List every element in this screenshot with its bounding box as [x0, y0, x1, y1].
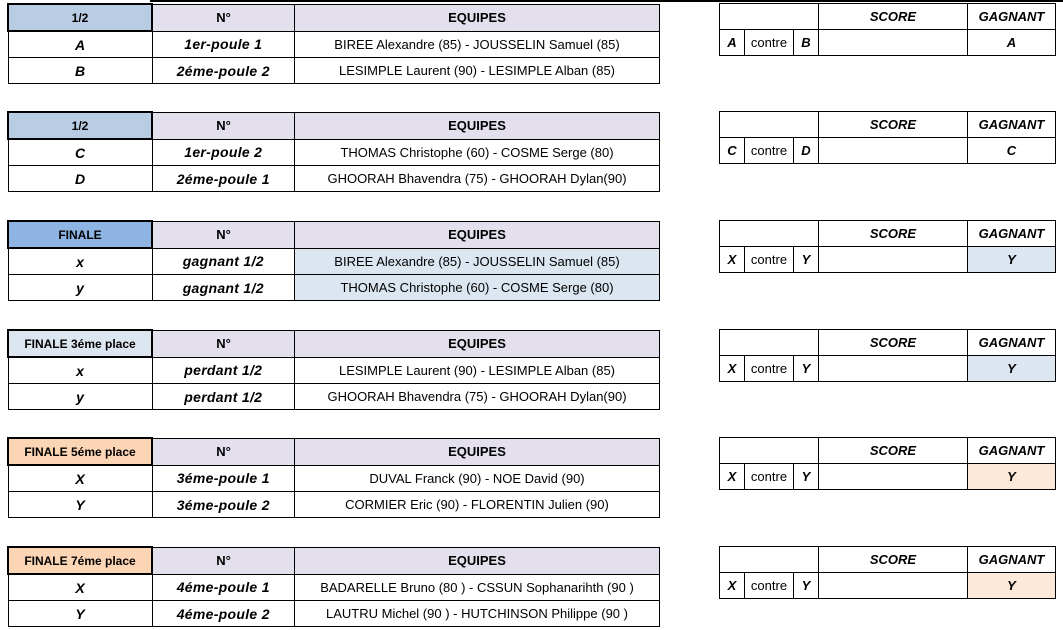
team-letter: B — [8, 58, 152, 84]
team-name[interactable]: THOMAS Christophe (60) - COSME Serge (80) — [295, 275, 660, 301]
match-block-5 — [0, 437, 1063, 518]
score-header-row — [720, 438, 1056, 464]
versus-label: contre — [745, 138, 794, 164]
header-blank — [745, 4, 794, 30]
teams-header: EQUIPES — [295, 330, 660, 357]
header-blank — [720, 221, 745, 247]
round-title: 1/2 — [8, 4, 152, 31]
team-seed: gagnant 1/2 — [152, 248, 295, 275]
teams-header-row — [8, 438, 660, 465]
team-letter: Y — [8, 492, 152, 518]
teams-header-row — [8, 547, 660, 574]
team-row — [8, 465, 660, 492]
team-seed: perdant 1/2 — [152, 357, 295, 384]
num-header: N° — [152, 438, 295, 465]
team-row — [8, 31, 660, 58]
team-name[interactable]: BADARELLE Bruno (80 ) - CSSUN Sophanarihth (90 ) — [295, 574, 660, 601]
team-row — [8, 574, 660, 601]
teams-table — [7, 546, 660, 627]
score-cell[interactable] — [819, 30, 968, 56]
score-table — [719, 546, 1056, 599]
match-left-letter: X — [720, 247, 745, 273]
teams-header-row — [8, 330, 660, 357]
team-seed: 1er-poule 2 — [152, 139, 295, 166]
score-header-row — [720, 221, 1056, 247]
match-row — [720, 30, 1056, 56]
teams-table — [7, 3, 660, 84]
team-name[interactable]: LAUTRU Michel (90 ) - HUTCHINSON Philippe (90 ) — [295, 601, 660, 627]
round-title: FINALE 5éme place — [8, 438, 152, 465]
match-row — [720, 138, 1056, 164]
team-name[interactable]: BIREE Alexandre (85) - JOUSSELIN Samuel (85) — [295, 31, 660, 58]
score-cell[interactable] — [819, 138, 968, 164]
teams-table — [7, 329, 660, 410]
team-letter: C — [8, 139, 152, 166]
score-cell[interactable] — [819, 356, 968, 382]
match-left-letter: X — [720, 573, 745, 599]
team-letter: A — [8, 31, 152, 58]
header-blank — [794, 112, 819, 138]
winner-header: GAGNANT — [968, 330, 1056, 356]
score-table — [719, 3, 1056, 56]
team-name[interactable]: LESIMPLE Laurent (90) - LESIMPLE Alban (85) — [295, 58, 660, 84]
header-blank — [745, 330, 794, 356]
team-letter: x — [8, 248, 152, 275]
header-blank — [794, 4, 819, 30]
score-header: SCORE — [819, 438, 968, 464]
score-header-row — [720, 547, 1056, 573]
score-cell[interactable] — [819, 464, 968, 490]
team-seed: 1er-poule 1 — [152, 31, 295, 58]
team-letter: Y — [8, 601, 152, 627]
match-row — [720, 247, 1056, 273]
score-cell[interactable] — [819, 247, 968, 273]
num-header: N° — [152, 221, 295, 248]
team-row — [8, 166, 660, 192]
match-block-3 — [0, 220, 1063, 301]
score-cell[interactable] — [819, 573, 968, 599]
team-row — [8, 357, 660, 384]
header-blank — [745, 547, 794, 573]
score-header: SCORE — [819, 330, 968, 356]
match-right-letter: D — [794, 138, 819, 164]
teams-header: EQUIPES — [295, 438, 660, 465]
winner-cell[interactable]: C — [968, 138, 1056, 164]
score-header-row — [720, 112, 1056, 138]
match-left-letter: C — [720, 138, 745, 164]
team-row — [8, 492, 660, 518]
header-blank — [794, 547, 819, 573]
team-seed: 4éme-poule 2 — [152, 601, 295, 627]
header-blank — [720, 112, 745, 138]
teams-header: EQUIPES — [295, 547, 660, 574]
match-row — [720, 464, 1056, 490]
teams-header-row — [8, 4, 660, 31]
teams-header-row — [8, 221, 660, 248]
team-name[interactable]: DUVAL Franck (90) - NOE David (90) — [295, 465, 660, 492]
team-letter: D — [8, 166, 152, 192]
header-blank — [794, 438, 819, 464]
team-name[interactable]: THOMAS Christophe (60) - COSME Serge (80) — [295, 139, 660, 166]
match-block-4 — [0, 329, 1063, 410]
teams-table — [7, 437, 660, 518]
winner-cell[interactable]: A — [968, 30, 1056, 56]
round-title: FINALE 3éme place — [8, 330, 152, 357]
header-blank — [720, 330, 745, 356]
score-table — [719, 329, 1056, 382]
score-header: SCORE — [819, 547, 968, 573]
header-blank — [720, 547, 745, 573]
team-row — [8, 384, 660, 410]
winner-cell[interactable]: Y — [968, 464, 1056, 490]
versus-label: contre — [745, 464, 794, 490]
match-block-1 — [0, 3, 1063, 84]
score-header-row — [720, 4, 1056, 30]
team-seed: 3éme-poule 2 — [152, 492, 295, 518]
team-row — [8, 58, 660, 84]
team-name[interactable]: BIREE Alexandre (85) - JOUSSELIN Samuel (85) — [295, 248, 660, 275]
score-header: SCORE — [819, 4, 968, 30]
team-letter: y — [8, 275, 152, 301]
match-left-letter: X — [720, 464, 745, 490]
match-right-letter: Y — [794, 464, 819, 490]
round-title: FINALE — [8, 221, 152, 248]
team-seed: perdant 1/2 — [152, 384, 295, 410]
header-blank — [745, 112, 794, 138]
num-header: N° — [152, 547, 295, 574]
match-block-2 — [0, 111, 1063, 192]
teams-header: EQUIPES — [295, 4, 660, 31]
versus-label: contre — [745, 30, 794, 56]
winner-header: GAGNANT — [968, 112, 1056, 138]
score-header-row — [720, 330, 1056, 356]
versus-label: contre — [745, 247, 794, 273]
winner-header: GAGNANT — [968, 438, 1056, 464]
num-header: N° — [152, 112, 295, 139]
num-header: N° — [152, 4, 295, 31]
team-row — [8, 275, 660, 301]
winner-cell[interactable]: Y — [968, 247, 1056, 273]
match-right-letter: Y — [794, 247, 819, 273]
match-left-letter: A — [720, 30, 745, 56]
score-table — [719, 220, 1056, 273]
winner-header: GAGNANT — [968, 221, 1056, 247]
team-row — [8, 601, 660, 627]
team-row — [8, 139, 660, 166]
round-title: FINALE 7éme place — [8, 547, 152, 574]
header-blank — [745, 438, 794, 464]
team-seed: 2éme-poule 2 — [152, 58, 295, 84]
team-row — [8, 248, 660, 275]
score-header: SCORE — [819, 221, 968, 247]
team-name[interactable]: GHOORAH Bhavendra (75) - GHOORAH Dylan(90) — [295, 384, 660, 410]
match-row — [720, 356, 1056, 382]
team-letter: X — [8, 574, 152, 601]
team-seed: 2éme-poule 1 — [152, 166, 295, 192]
header-blank — [720, 4, 745, 30]
winner-cell[interactable]: Y — [968, 356, 1056, 382]
teams-header: EQUIPES — [295, 112, 660, 139]
match-right-letter: Y — [794, 356, 819, 382]
teams-header: EQUIPES — [295, 221, 660, 248]
team-letter: y — [8, 384, 152, 410]
team-name[interactable]: CORMIER Eric (90) - FLORENTIN Julien (90) — [295, 492, 660, 518]
team-seed: gagnant 1/2 — [152, 275, 295, 301]
score-table — [719, 111, 1056, 164]
teams-table — [7, 220, 660, 301]
team-name[interactable]: LESIMPLE Laurent (90) - LESIMPLE Alban (85) — [295, 357, 660, 384]
header-blank — [720, 438, 745, 464]
header-blank — [745, 221, 794, 247]
winner-header: GAGNANT — [968, 547, 1056, 573]
team-letter: x — [8, 357, 152, 384]
num-header: N° — [152, 330, 295, 357]
header-blank — [794, 221, 819, 247]
versus-label: contre — [745, 356, 794, 382]
score-table — [719, 437, 1056, 490]
team-seed: 3éme-poule 1 — [152, 465, 295, 492]
winner-cell[interactable]: Y — [968, 573, 1056, 599]
top-border-rule — [150, 0, 1063, 2]
team-seed: 4éme-poule 1 — [152, 574, 295, 601]
match-right-letter: B — [794, 30, 819, 56]
winner-header: GAGNANT — [968, 4, 1056, 30]
match-right-letter: Y — [794, 573, 819, 599]
match-left-letter: X — [720, 356, 745, 382]
match-block-6 — [0, 546, 1063, 627]
match-row — [720, 573, 1056, 599]
team-letter: X — [8, 465, 152, 492]
teams-table — [7, 111, 660, 192]
score-header: SCORE — [819, 112, 968, 138]
teams-header-row — [8, 112, 660, 139]
versus-label: contre — [745, 573, 794, 599]
team-name[interactable]: GHOORAH Bhavendra (75) - GHOORAH Dylan(90) — [295, 166, 660, 192]
round-title: 1/2 — [8, 112, 152, 139]
header-blank — [794, 330, 819, 356]
